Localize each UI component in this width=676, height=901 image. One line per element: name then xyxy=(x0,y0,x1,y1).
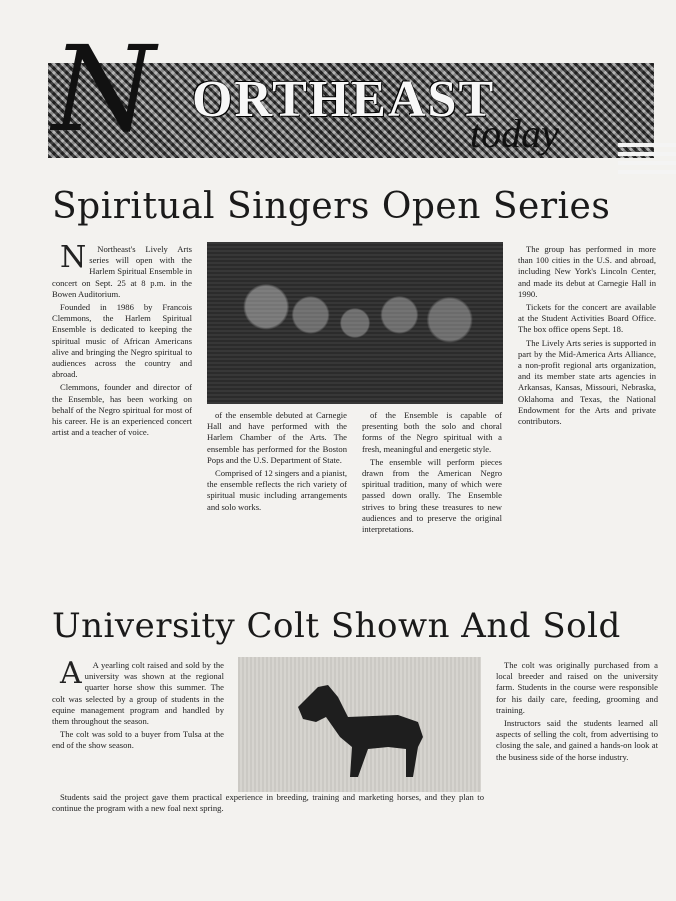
paragraph: Founded in 1986 by Francois Clemmons, the Harlem Spiritual Ensemble is dedicated to keeping the spiritual music of African Americans alive and bringing the Negro spiritual to audiences across the country and abroad. xyxy=(52,302,192,380)
article-column xyxy=(52,792,484,834)
paragraph: Northeast's Lively Arts series will open with the Harlem Spiritual Ensemble in concert on Sept. 25 at 8 p.m. in the Bowen Auditorium. xyxy=(52,244,192,299)
article-headline: University Colt Shown And Sold xyxy=(52,606,621,646)
paragraph: Clemmons, founder and director of the Ensemble, has been working on behalf of the Negro spiritual for most of his career. He is an experienced concert artist and a teacher of voice. xyxy=(52,382,192,438)
paragraph: The ensemble will perform pieces drawn from the American Negro spiritual tradition, many of which were passed down orally. The Ensemble strives to bring these treasures to new audiences and to preserve the original interpretations. xyxy=(362,456,502,535)
article-column xyxy=(362,410,502,602)
colt-photo xyxy=(238,657,481,792)
paragraph: Comprised of 12 singers and a pianist, the ensemble reflects the rich variety of spiritual music including arrangements and solo works. xyxy=(207,468,347,512)
masthead-subtitle: today xyxy=(470,111,559,156)
paragraph: A yearling colt raised and sold by the university was shown at the regional quarter horse show this summer. The colt was selected by a group of students in the equine management program and handled by them throughout the season. xyxy=(52,660,224,727)
paragraph: of the Ensemble is capable of presenting both the solo and choral forms of the Negro spiritual with a fresh, meaningful and energetic style. xyxy=(362,410,502,454)
paragraph: Students said the project gave them practical experience in breeding, training and marketing horses, and they plan to continue the program with a new foal next spring. xyxy=(52,792,484,814)
paragraph: of the ensemble debuted at Carnegie Hall and have performed with the Harlem Chamber of the Arts. The ensemble has performed for the Boston Pops and the U.S. Department of State. xyxy=(207,410,347,465)
article-column xyxy=(496,660,658,835)
paragraph: The colt was originally purchased from a local breeder and raised on the university farm. Students in the course were responsible for his daily care, feeding, grooming and training. xyxy=(496,660,658,715)
paragraph: The colt was sold to a buyer from Tulsa at the end of the show season. xyxy=(52,729,224,751)
masthead-stripes xyxy=(618,143,676,183)
paragraph: Instructors said the students learned all aspects of selling the colt, from advertising to closing the sale, and gained a hands-on look at the business side of the horse industry. xyxy=(496,718,658,762)
paragraph: The group has performed in more than 100 cities in the U.S. and abroad, including New York's Lincoln Center, and made its debut at Carnegie Hall in 1990. xyxy=(518,244,656,299)
drop-cap: A xyxy=(60,660,82,691)
article-column xyxy=(518,244,656,590)
drop-cap: N xyxy=(60,244,87,275)
horse-image xyxy=(278,677,438,782)
article-column xyxy=(207,410,347,602)
paragraph: The Lively Arts series is supported in part by the Mid-America Arts Alliance, a non-profit regional arts organization, and its member state arts agencies in Arkansas, Kansas, Missouri, Nebraska, Oklahoma and Texas, the National Endowment for the Arts and private contributors. xyxy=(518,337,656,427)
paragraph: Tickets for the concert are available at the Student Activities Board Office. The box office opens Sept. 18. xyxy=(518,302,656,335)
article-headline: Spiritual Singers Open Series xyxy=(52,186,611,227)
masthead-script-letter: N xyxy=(52,20,156,158)
masthead-title: ORTHEAST xyxy=(192,71,496,128)
article-column xyxy=(52,244,192,592)
article-column xyxy=(52,660,224,792)
ensemble-photo xyxy=(207,242,503,404)
